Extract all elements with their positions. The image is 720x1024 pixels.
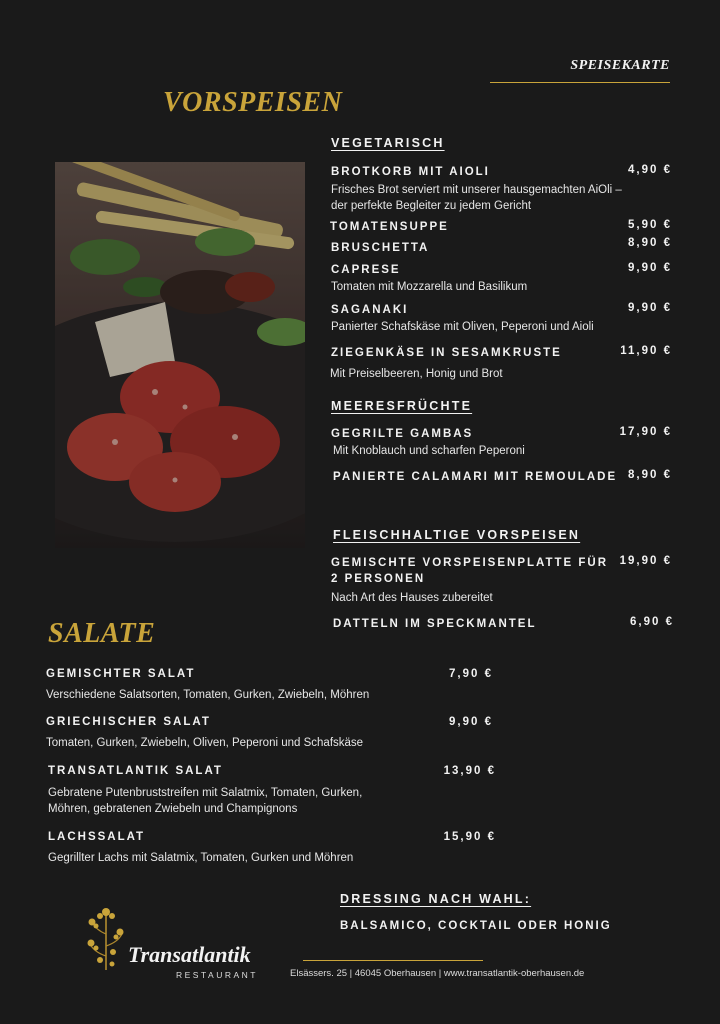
item-price-ziegenkaese: 11,90 €	[620, 345, 672, 357]
antipasti-illustration	[55, 162, 305, 548]
item-price-brotkorb: 4,90 €	[628, 164, 672, 176]
item-price-tomatensuppe: 5,90 €	[628, 219, 672, 231]
section-title-salate: SALATE	[48, 618, 156, 649]
footer-divider	[303, 960, 483, 961]
item-name-brotkorb: BROTKORB MIT AIOLI	[331, 166, 490, 178]
food-photo	[55, 162, 305, 548]
item-desc-lachssalat: Gegrillter Lachs mit Salatmix, Tomaten, Gurken und Möhren	[48, 852, 354, 864]
item-desc-transatlantik-salat: Gebratene Putenbruststreifen mit Salatmix, Tomaten, Gurken,	[48, 787, 363, 799]
item-name-calamari: PANIERTE CALAMARI MIT REMOULADE	[333, 471, 618, 483]
item-name-datteln: DATTELN IM SPECKMANTEL	[333, 618, 537, 630]
header-divider	[490, 82, 670, 83]
item-price-datteln: 6,90 €	[630, 616, 674, 628]
brand-name: Transatlantik	[128, 942, 251, 967]
item-price-lachssalat: 15,90 €	[443, 831, 496, 843]
brand-subtitle: RESTAURANT	[176, 970, 258, 980]
item-price-gemischter-salat: 7,90 €	[449, 668, 493, 680]
item-price-transatlantik-salat: 13,90 €	[443, 765, 496, 777]
item-desc-griechischer-salat: Tomaten, Gurken, Zwiebeln, Oliven, Peperoni und Schafskäse	[46, 737, 364, 749]
item-price-griechischer-salat: 9,90 €	[449, 716, 493, 728]
item-name-vorspeisenplatte: GEMISCHTE VORSPEISENPLATTE FÜR	[331, 557, 609, 569]
item-desc-transatlantik-salat-2: Möhren, gebratenen Zwiebeln und Champignons	[48, 803, 298, 815]
item-desc-gambas: Mit Knoblauch und scharfen Peperoni	[333, 445, 525, 457]
item-desc-saganaki: Panierter Schafskäse mit Oliven, Peperoni und Aioli	[331, 321, 594, 333]
menu-label: SPEISEKARTE	[570, 58, 670, 73]
item-name-transatlantik-salat: TRANSATLANTIK SALAT	[48, 765, 223, 777]
item-name-caprese: CAPRESE	[331, 264, 401, 276]
item-price-gambas: 17,90 €	[619, 426, 672, 438]
category-vegetarisch: VEGETARISCH	[331, 136, 445, 150]
item-name-bruschetta: BRUSCHETTA	[331, 242, 430, 254]
item-price-calamari: 8,90 €	[628, 469, 672, 481]
item-name-tomatensuppe: TOMATENSUPPE	[330, 221, 449, 233]
item-desc-caprese: Tomaten mit Mozzarella und Basilikum	[331, 281, 528, 293]
item-name-gambas: GEGRILTE GAMBAS	[331, 428, 474, 440]
herb-logo-icon	[86, 906, 126, 970]
item-price-saganaki: 9,90 €	[628, 302, 672, 314]
section-title-vorspeisen: VORSPEISEN	[163, 87, 343, 118]
item-name-griechischer-salat: GRIECHISCHER SALAT	[46, 716, 211, 728]
category-fleisch: FLEISCHHALTIGE VORSPEISEN	[333, 528, 581, 542]
item-name-saganaki: SAGANAKI	[331, 304, 409, 316]
item-price-vorspeisenplatte: 19,90 €	[619, 555, 672, 567]
item-desc-ziegenkaese: Mit Preiselbeeren, Honig und Brot	[330, 368, 503, 380]
item-name-vorspeisenplatte-2: 2 PERSONEN	[331, 573, 426, 585]
dressing-options: BALSAMICO, COCKTAIL ODER HONIG	[340, 920, 612, 932]
footer-address: Elsässers. 25 | 46045 Oberhausen | www.transatlantik-oberhausen.de	[290, 968, 585, 979]
item-desc-brotkorb: Frisches Brot serviert mit unserer hausgemachten AiOli –	[331, 184, 622, 196]
item-desc-gemischter-salat: Verschiedene Salatsorten, Tomaten, Gurken, Zwiebeln, Möhren	[46, 689, 370, 701]
item-name-ziegenkaese: ZIEGENKÄSE IN SESAMKRUSTE	[331, 347, 562, 359]
item-name-lachssalat: LACHSSALAT	[48, 831, 146, 843]
category-meeresfruechte: MEERESFRÜCHTE	[331, 399, 473, 413]
dressing-title: DRESSING NACH WAHL:	[340, 892, 532, 906]
item-name-gemischter-salat: GEMISCHTER SALAT	[46, 668, 196, 680]
item-price-bruschetta: 8,90 €	[628, 237, 672, 249]
item-desc-brotkorb-2: der perfekte Begleiter zu jedem Gericht	[331, 200, 532, 212]
item-price-caprese: 9,90 €	[628, 262, 672, 274]
item-desc-vorspeisenplatte: Nach Art des Hauses zubereitet	[331, 592, 493, 604]
